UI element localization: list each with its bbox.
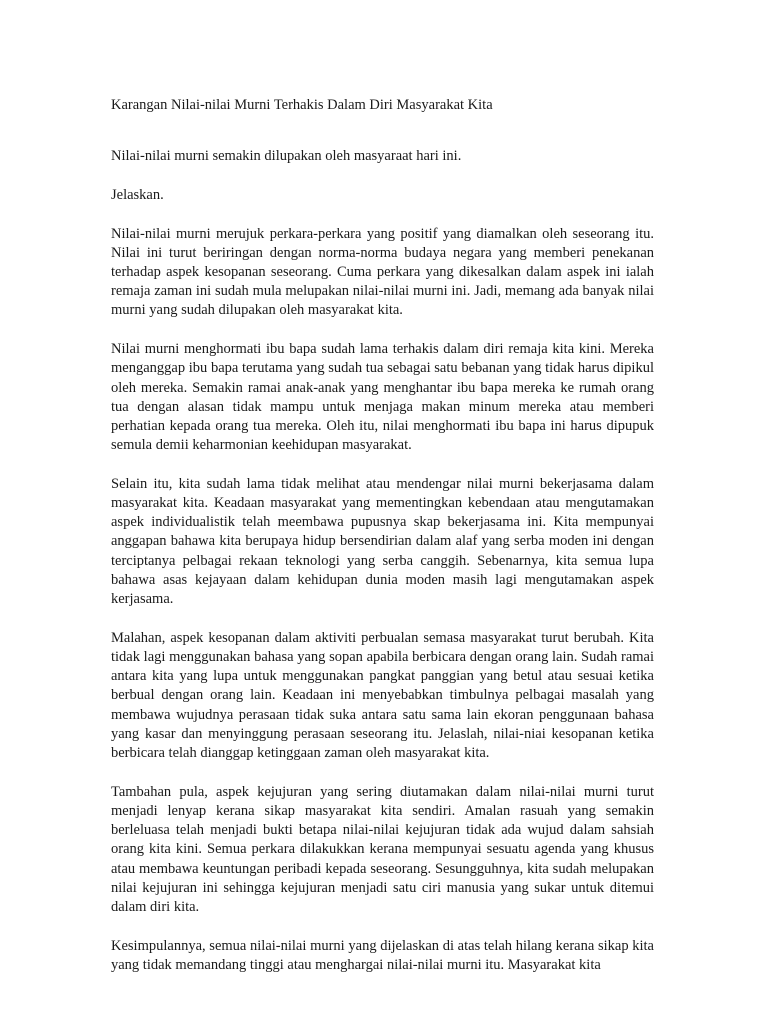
paragraph-conclusion: Kesimpulannya, semua nilai-nilai murni yang dijelaskan di atas telah hilang kerana sikap kita yang tidak memandang tinggi atau menghargai nilai-nilai murni itu. Masyarakat kita bbox=[111, 937, 654, 973]
paragraph-instruction: Jelaskan. bbox=[111, 186, 164, 203]
paragraph-politeness: Malahan, aspek kesopanan dalam aktiviti perbualan semasa masyarakat turut berubah. Kita tidak lagi menggunakan bahasa yang sopan apabila berbicara dengan orang lain. Sudah ramai antara kita yang lupa untuk menggunakan pangkat panggian yang betul atau sesuai ketika berbual dengan orang lain. Keadaan ini menyebabkan timbulnya pelbagai masalah yang membawa wujudnya perasaan tidak suka antara satu sama lain ekoran penggunaan bahasa yang kasar dan menyinggung perasaan seseorang itu. Jelaslah, nilai-niai kesopanan ketika berbicara telah dianggap ketinggaan zaman oleh masyarakat kita. bbox=[111, 629, 654, 761]
document-title: Karangan Nilai-nilai Murni Terhakis Dalam Diri Masyarakat Kita bbox=[111, 97, 493, 113]
paragraph-introduction: Nilai-nilai murni merujuk perkara-perkara yang positif yang diamalkan oleh seseorang itu. Nilai ini turut beriringan dengan norma-norma budaya negara yang memberi penekanan terhadap aspek kesopanan seseorang. Cuma perkara yang dikesalkan dalam aspek ini ialah remaja zaman ini sudah mula melupakan nilai-nilai murni ini. Jadi, memang ada banyak nilai murni yang sudah dilupakan oleh masyarakat kita. bbox=[111, 225, 654, 319]
paragraph-prompt: Nilai-nilai murni semakin dilupakan oleh masyaraat hari ini. bbox=[111, 148, 462, 165]
paragraph-honesty: Tambahan pula, aspek kejujuran yang sering diutamakan dalam nilai-nilai murni turut menjadi lenyap kerana sikap masyarakat kita sendiri. Amalan rasuah yang semakin berleluasa telah menjadi bukti betapa nilai-nilai kejujuran tidak ada wujud dalam sahsiah orang kita kini. Semua perkara dilakukkan kerana mempunyai sesuatu agenda yang khusus atau membawa keuntungan peribadi kepada seseorang. Sesungguhnya, kita sudah melupakan nilai kejujuran ini sehingga kejujuran menjadi satu ciri manusia yang sukar untuk ditemui dalam diri kita. bbox=[111, 783, 654, 915]
paragraph-cooperation: Selain itu, kita sudah lama tidak melihat atau mendengar nilai murni bekerjasama dalam masyarakat kita. Keadaan masyarakat yang mementingkan kebendaan atau mengutamakan aspek individualistik telah meembawa pupusnya skap bekerjasama ini. Kita mempunyai anggapan bahawa kita berupaya hidup bersendirian dalam alaf yang serba moden ini dengan terciptanya pelbagai rekaan teknologi yang serba canggih. Sebenarnya, kita semua lupa bahawa asas kejayaan dalam kehidupan dunia moden masih lagi mengutamakan aspek kerjasama. bbox=[111, 475, 654, 608]
paragraph-respect-parents: Nilai murni menghormati ibu bapa sudah lama terhakis dalam diri remaja kita kini. Mereka menganggap ibu bapa terutama yang sudah tua sebagai satu bebanan yang tidak harus dipikul oleh mereka. Semakin ramai anak-anak yang menghantar ibu bapa mereka ke rumah orang tua dengan alasan tidak mampu untuk menjaga makan minum mereka atau memberi perhatian kepada orang tua mereka. Oleh itu, nilai menghormati ibu bapa ini harus dipupuk semula demii keharmonian keehidupan masyarakat. bbox=[111, 341, 654, 454]
document-body bbox=[111, 96, 654, 975]
